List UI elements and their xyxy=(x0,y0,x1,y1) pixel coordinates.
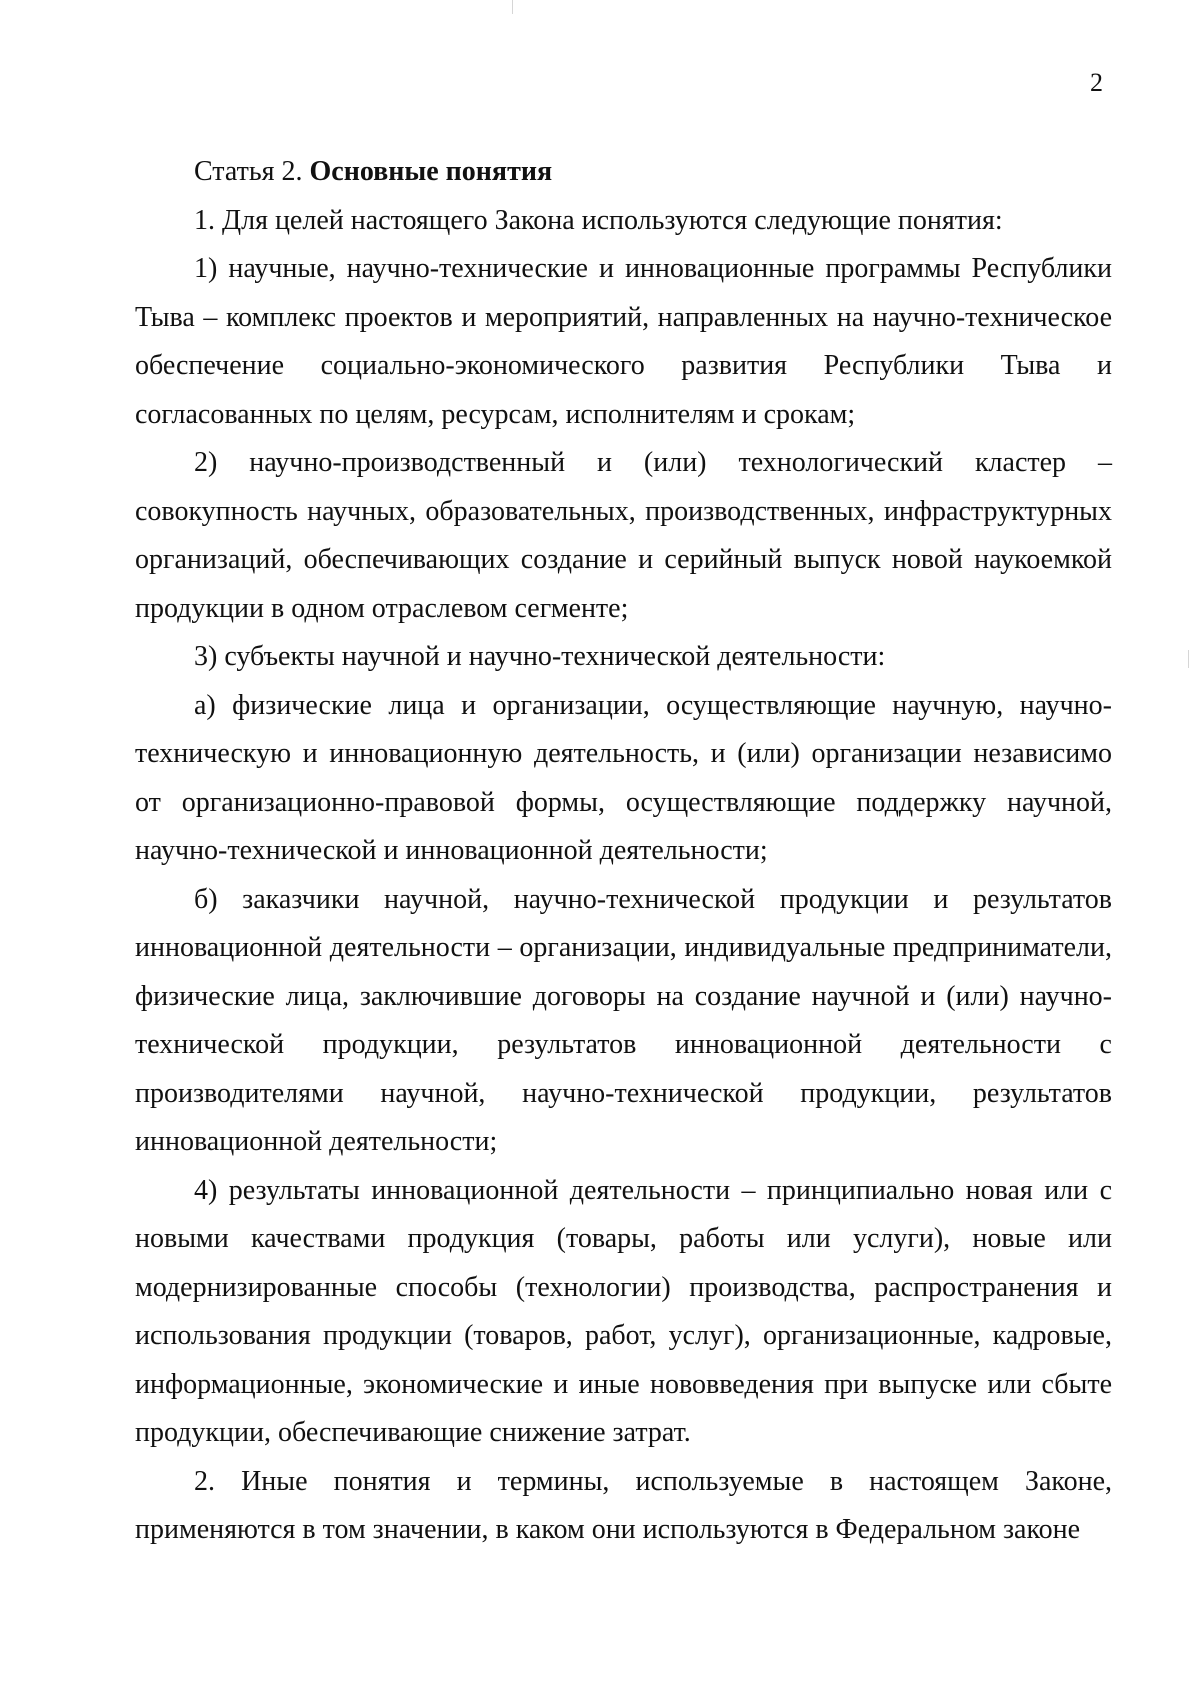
scan-mark-right xyxy=(1188,650,1189,668)
article-heading xyxy=(135,148,1112,197)
paragraph-7: 4) результаты инновационной деятельности – принципиально новая или с новыми качествами продукция (товары, работы или услуги), новые или модернизированные способы (технологии) производства, распространения и использования продукции (товаров, работ, услуг), организационные, кадровые, информационные, экономические и иные нововведения при выпуске или сбыте продукции, обеспечивающие снижение затрат. xyxy=(135,1174,1112,1448)
paragraph-1: 1. Для целей настоящего Закона используются следующие понятия: xyxy=(194,204,1003,236)
page-number: 2 xyxy=(1090,68,1103,97)
paragraph-2: 1) научные, научно-технические и инновационные программы Республики Тыва – комплекс проектов и мероприятий, направленных на научно-техническое обеспечение социально-экономического развития Республики Тыва и согласованных по целям, ресурсам, исполнителям и срокам; xyxy=(135,253,1112,430)
paragraph-8: 2. Иные понятия и термины, используемые в настоящем Законе, применяются в том значении, в каком они используются в Федеральном законе xyxy=(135,1465,1112,1545)
paragraph-4: 3) субъекты научной и научно-технической деятельности: xyxy=(194,641,886,672)
scan-mark-top xyxy=(512,0,513,14)
article-body xyxy=(135,148,1112,1555)
article-label: Статья 2. xyxy=(194,156,303,187)
article-title: Основные понятия xyxy=(309,156,553,187)
paragraph-3: 2) научно-производственный и (или) технологический кластер – совокупность научных, образовательных, производственных, инфраструктурных организаций, обеспечивающих создание и серийный выпуск новой наукоемкой продукции в одном отраслевом сегменте; xyxy=(135,447,1112,624)
paragraph-5: а) физические лица и организации, осуществляющие научную, научно-техническую и инновационную деятельность, и (или) организации независимо от организационно-правовой формы, осуществляющие поддержку научной, научно-технической и инновационной деятельности; xyxy=(135,689,1112,866)
paragraph-6: б) заказчики научной, научно-технической продукции и результатов инновационной деятельности – организации, индивидуальные предприниматели, физические лица, заключившие договоры на создание научной и (или) научно-технической продукции, результатов инновационной деятельности с производителями научной, научно-технической продукции, результатов инновационной деятельности; xyxy=(135,883,1112,1157)
